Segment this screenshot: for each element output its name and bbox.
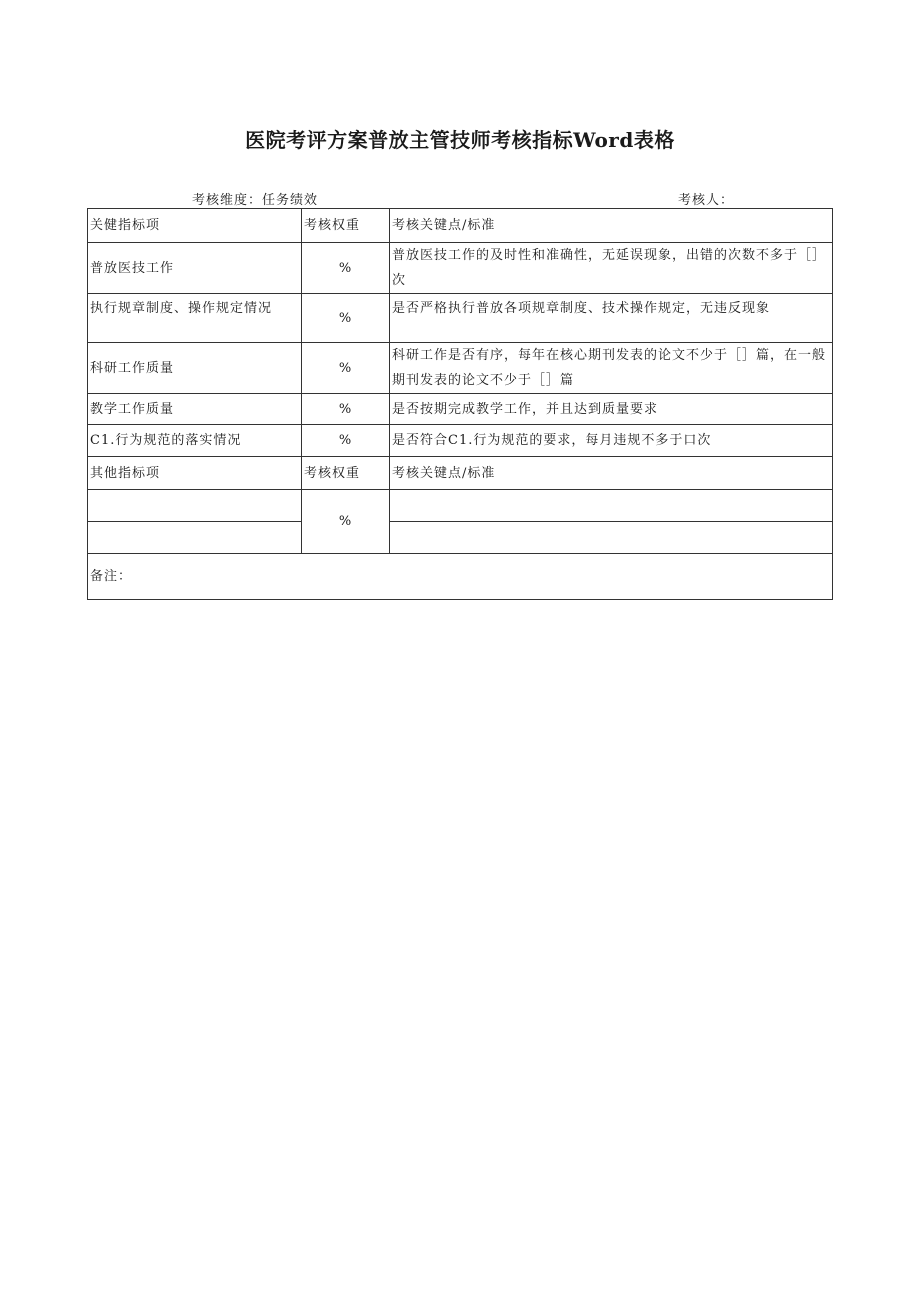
document-title: 医院考评方案普放主管技师考核指标Word表格 (245, 128, 675, 152)
header-key-item: 关健指标项 (88, 209, 302, 243)
row-item: C1.行为规范的落实情况 (88, 425, 302, 457)
row-standard: 是否符合C1.行为规范的要求，每月违规不多于口次 (390, 425, 833, 457)
table-row (88, 394, 833, 425)
other-item-cell[interactable] (88, 490, 302, 522)
table-row (88, 425, 833, 457)
assessor-label: 考核人： (678, 193, 735, 208)
row-weight: % (302, 394, 390, 425)
row-standard: 科研工作是否有序，每年在核心期刊发表的论文不少于［］篇，在一般期刊发表的论文不少于［］篇 (390, 343, 833, 394)
remarks-cell: 备注： (88, 554, 833, 600)
other-row (88, 522, 833, 554)
assessment-table (87, 208, 833, 600)
row-item: 科研工作质量 (88, 343, 302, 394)
other-standard-cell[interactable] (390, 522, 833, 554)
row-standard: 是否严格执行普放各项规章制度、技术操作规定，无违反现象 (390, 294, 833, 343)
row-standard: 是否按期完成教学工作，并且达到质量要求 (390, 394, 833, 425)
table-row (88, 343, 833, 394)
row-item: 教学工作质量 (88, 394, 302, 425)
table-row (88, 294, 833, 343)
row-weight: % (302, 294, 390, 343)
header-other-item: 其他指标项 (88, 457, 302, 490)
header-standard: 考核关键点/标准 (390, 209, 833, 243)
row-weight: % (302, 343, 390, 394)
header-standard: 考核关键点/标准 (390, 457, 833, 490)
row-item: 执行规章制度、操作规定情况 (88, 294, 302, 343)
other-weight: % (302, 490, 390, 554)
other-item-cell[interactable] (88, 522, 302, 554)
row-standard: 普放医技工作的及时性和准确性，无延误现象，出错的次数不多于［］次 (390, 243, 833, 294)
other-row (88, 490, 833, 522)
other-standard-cell[interactable] (390, 490, 833, 522)
table-header-row (88, 209, 833, 243)
other-header-row (88, 457, 833, 490)
header-weight: 考核权重 (302, 209, 390, 243)
table-row (88, 243, 833, 294)
row-weight: % (302, 243, 390, 294)
row-weight: % (302, 425, 390, 457)
remarks-row (88, 554, 833, 600)
header-weight: 考核权重 (302, 457, 390, 490)
assessment-dimension: 考核维度：任务绩效 (192, 193, 319, 208)
row-item: 普放医技工作 (88, 243, 302, 294)
